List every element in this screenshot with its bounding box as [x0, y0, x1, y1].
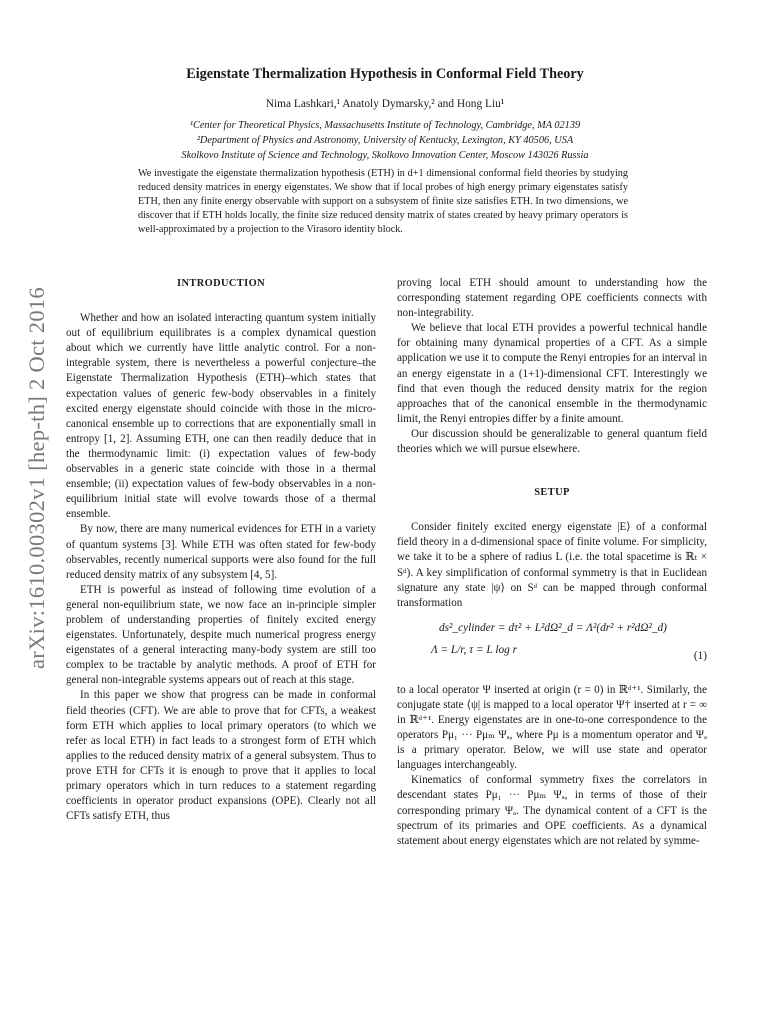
right-paragraph-2: We believe that local ETH provides a powerful technical handle for obtaining many dynamical properties of a CFT. As a simple application we use it to compute the Renyi entropies for an interval in an energy eigenstate in a (1+1)-dimensional CFT. Interestingly we find that even though the reduced density matrix for the region approaches that of the canonical ensemble in the thermodynamic limit, the Renyi entropies differ by a finite amount.: [397, 322, 707, 425]
kinematics-paragraph: Kinematics of conformal symmetry fixes the correlators in descendant states Pμ₁ ··· Pμₘ Ψₐ, in terms of those of their corresponding primary Ψₐ. The dynamical content of a CFT is the spectrum of its primaries and OPE coefficients. As a dynamical statement about energy eigenstates which are not related by symme-: [397, 774, 707, 847]
section-heading-setup: SETUP: [534, 487, 570, 499]
arxiv-sidebar-stamp: [22, 285, 52, 670]
paper-title: Eigenstate Thermalization Hypothesis in Conformal Field Theory: [186, 66, 584, 82]
left-column: [66, 276, 376, 824]
after-equation-paragraph: to a local operator Ψ inserted at origin (r = 0) in ℝᵈ⁺¹. Similarly, the conjugate state ⟨ψ| is mapped to a local operator Ψ† inserted at r = ∞ in ℝᵈ⁺¹. Energy eigenstates are in one-to-one correspondence to the operators Pμ₁ ··· Pμₘ Ψₐ, where Pμ is a momentum operator and Ψₐ is a primary operator. Below, we will use state and operator languages interchangeably.: [397, 683, 707, 772]
equation-1: [397, 619, 707, 677]
equation-number: (1): [693, 649, 707, 662]
equation-line-2: Λ = L/r, τ = L log r: [431, 643, 517, 656]
setup-paragraph: Consider finitely excited energy eigenstate |E⟩ of a conformal field theory in a d-dimensional space of finite volume. For simplicity, we take it to be a sphere of radius L (i.e. the total spacetime is ℝₜ × Sᵈ). A key simplification of conformal symmetry is that in Euclidean signature any state |ψ⟩ on Sᵈ can be mapped through conformal transformation: [397, 521, 707, 609]
affiliations: [60, 118, 710, 163]
section-heading-introduction: INTRODUCTION: [177, 278, 265, 289]
right-paragraph-3: Our discussion should be generalizable to general quantum field theories which we will pursue elsewhere.: [397, 427, 707, 456]
affiliation-mit: ¹Center for Theoretical Physics, Massachusetts Institute of Technology, Cambridge, MA 02139: [189, 120, 581, 131]
abstract: We investigate the eigenstate thermalization hypothesis (ETH) in d+1 dimensional conformal field theories by studying reduced density matrices in energy eigenstates. We show that if local probes of high energy primary eigenstates satisfy ETH, then any finite energy observable with support on a subsystem of finite size satisfies ETH. In two dimensions, we discover that if ETH holds locally, the finite size reduced density matrix of states created by heavy primary operators is well-approximated by a projection to the Virasoro identity block.: [138, 168, 628, 236]
continued-paragraph: proving local ETH should amount to understanding how the corresponding statement regarding OPE coefficients connects with non-integrability.: [397, 277, 707, 320]
affiliation-skolkovo: Skolkovo Institute of Science and Technology, Skolkovo Innovation Center, Moscow 143026 Russia: [181, 150, 589, 161]
intro-paragraph-2: By now, there are many numerical evidences for ETH in a variety of quantum systems [3]. While ETH was often stated for few-body observables, recently numerical supports were also found for the full reduced density matrix of any subsystem [4, 5].: [66, 523, 376, 581]
affiliation-kentucky: ²Department of Physics and Astronomy, University of Kentucky, Lexington, KY 40506, USA: [196, 135, 574, 146]
intro-paragraph-4: In this paper we show that progress can be made in conformal field theories (CFT). We are able to prove that for CFTs, a weakest form ETH which applies to local primary operators (to which we refer as local ETH) in fact leads to a strongest form of ETH which applies to the reduced density matrix of a general subsystem. Thus to prove ETH for CFTs it is enough to prove that it applies to local primary operators which in turn reduces to a statement regarding coefficients in operator product expansions (OPE). Clearly not all CFTs satisfy ETH, thus: [66, 689, 376, 823]
equation-line-1: ds²_cylinder = dτ² + L²dΩ²_d = Λ²(dr² + r²dΩ²_d): [439, 621, 667, 634]
intro-paragraph-3: ETH is powerful as instead of following time evolution of a general non-equilibrium state, we now face an in-principle simpler problem of understanding properties of finitely excited energy eigenstates. Unfortunately, despite much numerical progress energy eigenstates of a general interacting many-body system are still too complex to be tractable by analytic methods. A proof of ETH for general non-integrable systems appears out of reach at this stage.: [66, 583, 376, 687]
author-list: Nima Lashkari,¹ Anatoly Dymarsky,² and Hong Liu¹: [265, 98, 505, 110]
intro-paragraph-1: Whether and how an isolated interacting quantum system initially out of equilibrium equilibrates is a complex dynamical question about which we currently have little analytic control. For a non-integrable system, there is nevertheless a powerful conjecture–the Eigenstate Thermalization Hypothesis (ETH)–which states that expectation values of generic few-body observables in a finitely excited energy eigenstate should coincide with those in the micro-canonical ensemble up to corrections that are exponentially small in entropy [1, 2]. Assuming ETH, one can then readily deduce that in the thermodynamic limit: (i) expectation values of few-body observables in a generic state coincide with those in a thermal ensemble; (ii) expectation values of few-body observables in a non-equilibrium initial state will evolve towards those of a thermal ensemble.: [66, 312, 376, 521]
right-column: [397, 276, 707, 849]
arxiv-identifier: arXiv:1610.00302v1 [hep-th] 2 Oct 2016: [24, 286, 49, 669]
